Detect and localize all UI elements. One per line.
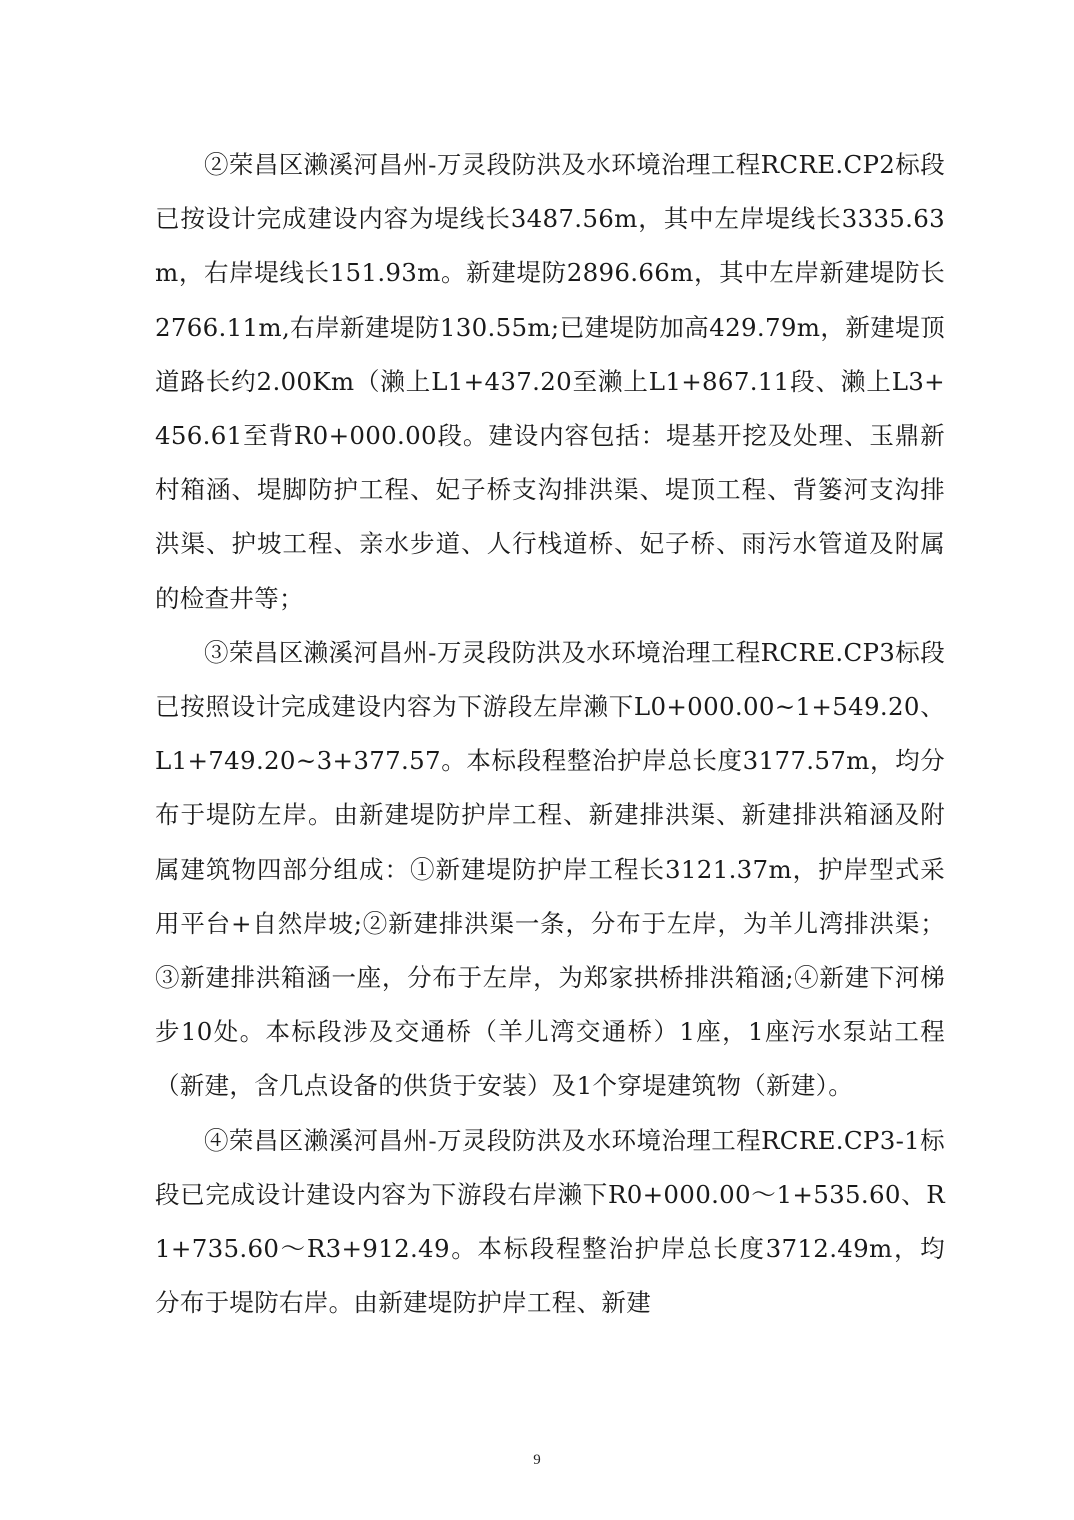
paragraph-cp3: ③荣昌区濑溪河昌州-万灵段防洪及水环境治理工程RCRE.CP3标段已按照设计完成建设内容为下游段左岸濑下L0+000.00~1+549.20、L1+749.20~3+377.57。本标段程整治护岸总长度3177.57m，均分布于堤防左岸。由新建堤防护岸工程、新建排洪渠、新建排洪箱涵及附属建筑物四部分组成：①新建堤防护岸工程长3121.37m，护岸型式采用平台+自然岸坡;②新建排洪渠一条，分布于左岸，为羊儿湾排洪渠；③新建排洪箱涵一座，分布于左岸，为郑家拱桥排洪箱涵;④新建下河梯步10处。本标段涉及交通桥（羊儿湾交通桥）1座，1座污水泵站工程（新建，含几点设备的供货于安装）及1个穿堤建筑物（新建）。	[155, 637, 945, 1101]
paragraph-cp3-1: ④荣昌区濑溪河昌州-万灵段防洪及水环境治理工程RCRE.CP3-1标段已完成设计建设内容为下游段右岸濑下R0+000.00～1+535.60、R1+735.60～R3+912.49。本标段程整治护岸总长度3712.49m，均分布于堤防右岸。由新建堤防护岸工程、新建	[155, 1125, 945, 1318]
page-number: 9	[533, 1452, 541, 1468]
paragraph-cp2: ②荣昌区濑溪河昌州-万灵段防洪及水环境治理工程RCRE.CP2标段已按设计完成建设内容为堤线长3487.56m，其中左岸堤线长3335.63m，右岸堤线长151.93m。新建堤防2896.66m，其中左岸新建堤防长2766.11m,右岸新建堤防130.55m;已建堤防加高429.79m，新建堤顶道路长约2.00Km（濑上L1+437.20至濑上L1+867.11段、濑上L3+456.61至背R0+000.00段。建设内容包括：堤基开挖及处理、玉鼎新村箱涵、堤脚防护工程、妃子桥支沟排洪渠、堤顶工程、背篓河支沟排洪渠、护坡工程、亲水步道、人行栈道桥、妃子桥、雨污水管道及附属的检查井等；	[155, 150, 945, 613]
page-body	[155, 138, 945, 1330]
